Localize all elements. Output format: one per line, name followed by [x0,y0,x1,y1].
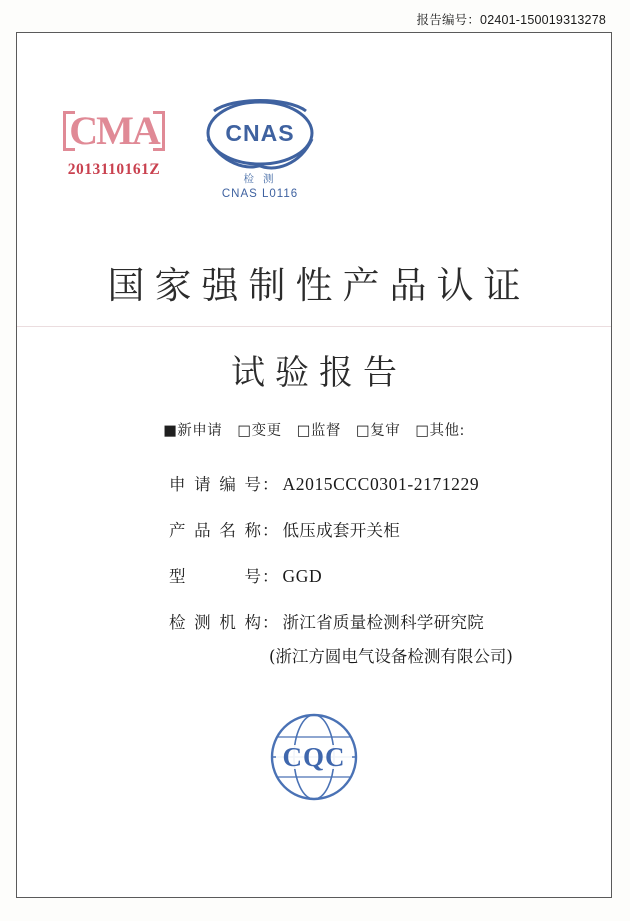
cma-mark-block [49,109,179,179]
field-label: 型 号 [169,567,261,586]
application-type-option[interactable] [356,423,400,439]
application-type-label: 新申请 [177,423,223,439]
checkbox-empty-icon[interactable]: □ [296,423,311,439]
field-value: A2015CCC0301-2171229 [282,474,480,494]
checkbox-empty-icon[interactable]: □ [415,423,430,439]
application-type-label: 监督 [310,423,341,439]
scan-artifact-line [17,326,611,327]
certificate-fields [17,471,611,689]
cnas-logo-icon [200,93,320,179]
cma-logo-icon: CMA [65,109,163,153]
field-testing-institution [17,609,611,633]
checkbox-checked-icon[interactable]: ■ [163,423,178,439]
application-type-label: 复审 [370,423,401,439]
cnas-accreditation-id: CNAS L0116 [221,188,299,200]
cqc-logo-icon [258,701,370,813]
field-label: 检测机构 [169,613,261,632]
application-type-option[interactable] [237,423,281,439]
checkbox-empty-icon[interactable]: □ [356,423,371,439]
field-label: 产品名称 [169,521,261,540]
svg-text:CNAS: CNAS [225,120,295,146]
field-application-number [17,471,611,495]
accreditation-marks [17,91,611,231]
field-label: 申请编号 [169,475,261,494]
application-type-label: 变更 [251,423,282,439]
field-colon: ： [262,613,279,632]
page-title: 国家强制性产品认证 [107,264,531,307]
cnas-subtitle: 检 测 [243,173,277,185]
field-colon: ： [262,475,279,494]
cma-certificate-code: 2013110161Z [67,161,161,178]
cqc-seal [17,701,611,818]
application-type-option[interactable] [415,423,465,439]
report-number: 报告编号：02401-150019313278 [416,13,606,27]
cnas-mark-block [185,93,335,200]
application-type-option[interactable] [163,423,222,439]
application-type-label: 其他: [429,423,465,439]
field-colon: ： [262,521,279,540]
application-type-option[interactable] [297,423,341,439]
field-value: GGD [282,566,323,586]
field-product-name [17,517,611,541]
checkbox-empty-icon[interactable]: □ [237,423,252,439]
page-frame [16,32,612,898]
field-value: 低压成套开关柜 [282,521,401,540]
field-colon: ： [262,567,279,586]
application-type-row [17,419,611,440]
field-testing-institution-second-line: (浙江方圆电气设备检测有限公司) [269,647,513,666]
page-subtitle: 试验报告 [231,353,407,393]
field-model [17,563,611,587]
field-value: 浙江省质量检测科学研究院 [282,613,485,632]
svg-text:CQC: CQC [282,742,346,772]
